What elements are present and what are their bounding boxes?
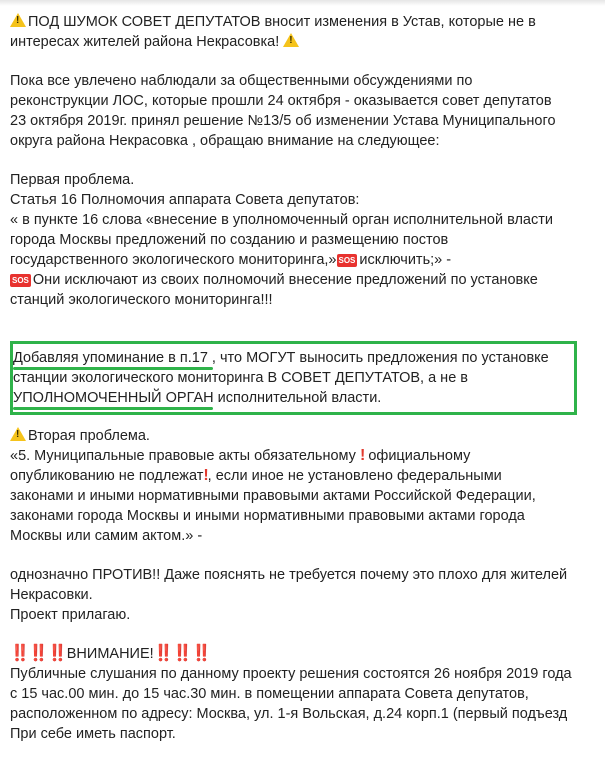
problem1-line: « в пункте 16 слова «внесение в уполномоченный орган исполнительной власти	[10, 212, 553, 228]
intro-line: 23 октября 2019г. принял решение №13/5 об изменении Устава Муниципального	[10, 113, 556, 129]
box-line: Добавляя упоминание в п.17 , что МОГУТ выносить предложения по установке	[13, 350, 549, 366]
attention-heading: ‼️‼️‼️ВНИМАНИЕ!‼️‼️‼️	[10, 645, 211, 662]
warning-icon	[10, 13, 26, 27]
highlight-text	[13, 348, 573, 408]
box-line: УПОЛНОМОЧЕННЫЙ ОРГАН исполнительной власти.	[13, 390, 382, 406]
problem1-line: города Москвы предложений по созданию и размещению постов	[10, 232, 449, 248]
problem2-line: законами города Москвы и иными нормативными правовыми актами города	[10, 508, 525, 524]
against-line: Проект прилагаю.	[10, 607, 131, 623]
top-border	[0, 0, 605, 6]
post-title-line-2: интересах жителей района Некрасовка! !	[10, 32, 600, 52]
warning-icon	[283, 33, 299, 47]
problem1-line: станций экологического мониторинга!!!	[10, 292, 273, 308]
underline-mark	[13, 407, 213, 410]
exclamation-icon: !	[203, 467, 208, 484]
against-line: однозначно ПРОТИВ!! Даже пояснять не требуется почему это плохо для жителей	[10, 567, 568, 583]
double-exclamation-icon: ‼️‼️‼️	[10, 645, 67, 662]
problem2-line: законами и иными нормативными правовыми актами Российской Федерации,	[10, 488, 536, 504]
problem2-line: «5. Муниципальные правовые акты обязательному ! официальному	[10, 447, 471, 464]
warning-icon	[10, 427, 26, 441]
problem2-line: Москвы или самим актом.» -	[10, 528, 203, 544]
problem1-line: SOS Они исключают из своих полномочий внесение предложений по установке	[12, 272, 538, 288]
sos-icon: SOS	[338, 256, 356, 265]
sos-icon: SOS	[12, 276, 29, 285]
problem2-heading: !Вторая проблема.	[10, 426, 600, 446]
problem2-line: опубликованию не подлежат!, если иное не установлено федеральными	[10, 467, 502, 484]
against-line: Некрасовки.	[10, 587, 93, 603]
exclamation-icon: !	[359, 447, 365, 464]
problem1-heading: Первая проблема.	[10, 172, 135, 188]
hearings-line: расположенном по адресу: Москва, ул. 1-я Вольская, д.24 корп.1 (первый подъезд	[10, 706, 568, 722]
hearings-line: При себе иметь паспорт.	[10, 726, 176, 742]
post-body-lower	[10, 426, 600, 744]
double-exclamation-icon: ‼️‼️‼️	[153, 645, 211, 662]
box-line: станции экологического мониторинга В СОВЕТ ДЕПУТАТОВ, а не в	[13, 370, 468, 386]
intro-line: Пока все увлечено наблюдали за общественными обсуждениями по	[10, 73, 473, 89]
post-body	[10, 12, 600, 310]
underline-mark	[13, 367, 213, 370]
problem1-line: Статья 16 Полномочия аппарата Совета депутатов:	[10, 192, 360, 208]
post-title-line-1: !ПОД ШУМОК СОВЕТ ДЕПУТАТОВ вносит изменения в Устав, которые не в	[10, 12, 600, 32]
hearings-line: Публичные слушания по данному проекту решения состоятся 26 ноября 2019 года	[10, 666, 572, 682]
problem1-line: государственного экологического мониторинга,» SOS исключить;» -	[10, 252, 452, 268]
intro-line: реконструкции ЛОС, которые прошли 24 октября - оказывается совет депутатов	[10, 93, 552, 109]
hearings-line: с 15 час.00 мин. до 15 час.30 мин. в помещении аппарата Совета депутатов,	[10, 686, 529, 702]
intro-line: округа района Некрасовка , обращаю внимание на следующее:	[10, 133, 440, 149]
